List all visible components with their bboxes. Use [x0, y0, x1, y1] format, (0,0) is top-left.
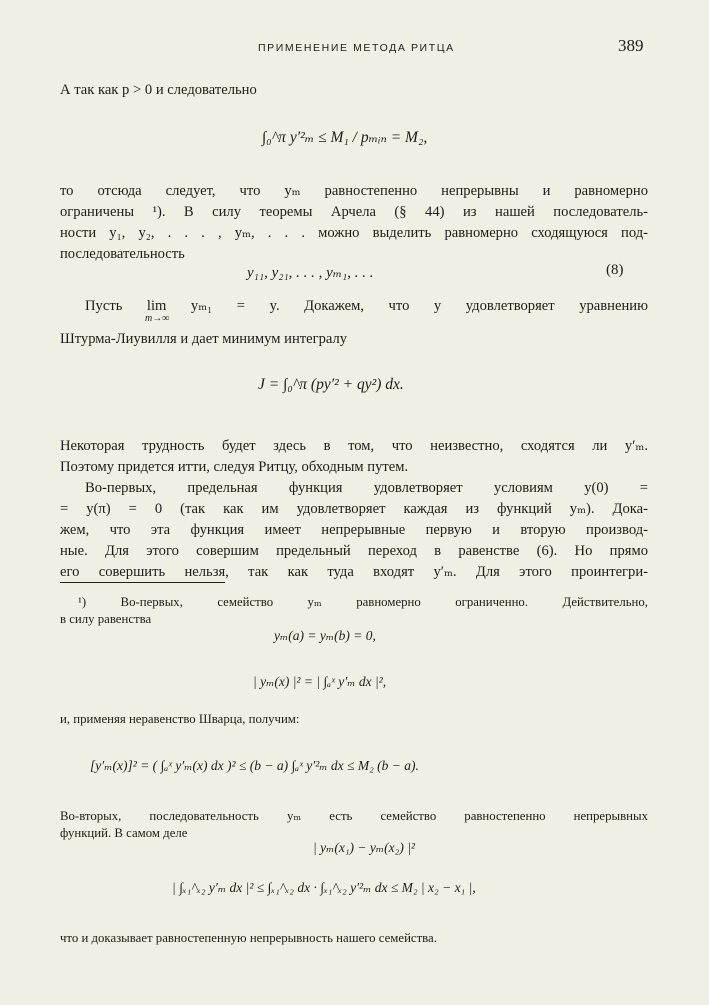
footnote-block-1	[60, 594, 648, 628]
equation-equicontinuity: | ∫ₓ₁^ₓ₂ y′ₘ dx |² ≤ ∫ₓ₁^ₓ₂ dx · ∫ₓ₁^ₓ₂ y′²ₘ dx ≤ M₂ | x₂ − x₁ |,	[172, 880, 476, 895]
paragraph-arzela	[60, 181, 648, 265]
text-line: последовательность	[60, 246, 185, 262]
page-number: 389	[618, 36, 644, 55]
footnote-line: в силу равенства	[60, 612, 152, 626]
footnote-line: Во-вторых, последовательность yₘ есть семейство равностепенно непрерывных	[60, 809, 648, 823]
text-line: Во-первых, предельная функция удовлетворяет условиям y(0) =	[85, 480, 648, 496]
footnote-line: и, применяя неравенство Шварца, получим:	[60, 712, 300, 726]
footnote-divider	[60, 582, 225, 583]
text-line: = y(π) = 0 (так как им удовлетворяет каждая из функций yₘ). Дока-	[60, 501, 648, 517]
text-line: ные. Для этого совершим предельный переход в равенстве (6). Но прямо	[60, 543, 648, 559]
text-line: жем, что эта функция имеет непрерывные первую и вторую производ-	[60, 522, 648, 538]
equation-inequality-m2: ∫₀^π y′²ₘ ≤ M₁ / pₘᵢₙ = M₂,	[262, 129, 428, 146]
footnote-line: ¹) Во-первых, семейство yₘ равномерно ограниченно. Действительно,	[78, 595, 648, 609]
equation-boundary: yₘ(a) = yₘ(b) = 0,	[274, 628, 376, 643]
limit-subscript: m→∞	[145, 313, 170, 324]
text-line: то отсюда следует, что yₘ равностепенно непрерывны и равномерно	[60, 183, 648, 199]
text-line: Штурма-Лиувилля и дает минимум интегралу	[60, 331, 348, 347]
text-line: Пусть lim yₘ₁ = y. Докажем, что y удовлетворяет уравнению	[85, 298, 648, 314]
equation-functional-j: J = ∫₀^π (py′² + qy²) dx.	[258, 376, 404, 393]
footnote-conclusion: что и доказывает равностепенную непрерывность нашего семейства.	[60, 931, 437, 945]
intro-line: А так как p > 0 и следовательно	[60, 82, 257, 98]
text-line: Некоторая трудность будет здесь в том, что неизвестно, сходятся ли y′ₘ.	[60, 438, 648, 454]
footnote-block-3	[60, 808, 648, 842]
equation-schwarz: [y′ₘ(x)]² = ( ∫ₐˣ y′ₘ(x) dx )² ≤ (b − a) ∫ₐˣ y′²ₘ dx ≤ M₂ (b − a).	[90, 758, 419, 773]
equation-subsequence: y₁₁, y₂₁, . . . , yₘ₁, . . .	[247, 265, 374, 281]
text-line: Поэтому придется итти, следуя Ритцу, обходным путем.	[60, 459, 409, 475]
paragraph-ritz	[60, 436, 648, 583]
text-line: ности y₁, y₂, . . . , yₘ, . . . можно выделить равномерно сходящуюся под-	[60, 225, 648, 241]
footnote-line: функций. В самом деле	[60, 826, 188, 840]
running-title: ПРИМЕНЕНИЕ МЕТОДА РИТЦА	[258, 42, 455, 54]
text-line: ограничены ¹). В силу теоремы Арчела (§ 44) из нашей последователь-	[60, 204, 648, 220]
equation-number-8: (8)	[606, 262, 624, 278]
equation-modulus: | yₘ(x) |² = | ∫ₐˣ y′ₘ dx |²,	[253, 674, 387, 689]
equation-difference: | yₘ(x₁) − yₘ(x₂) |²	[313, 840, 415, 855]
text-line: его совершить нельзя, так как туда входят y′ₘ. Для этого проинтегри-	[60, 564, 648, 580]
